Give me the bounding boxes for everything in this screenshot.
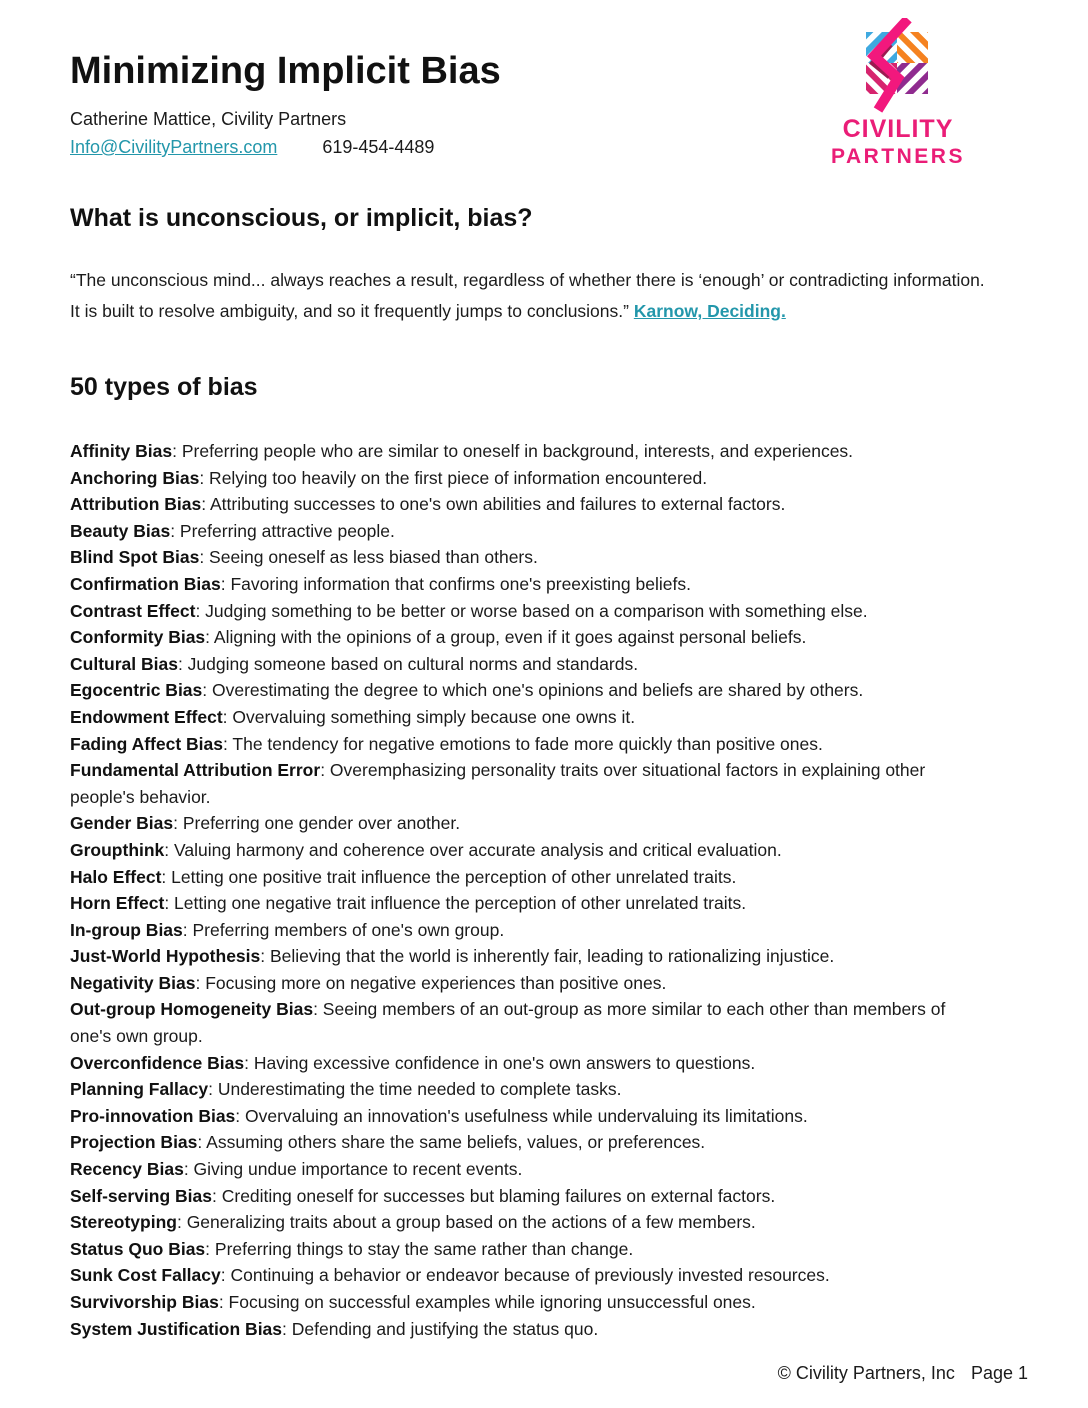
bias-term: Anchoring Bias bbox=[70, 467, 200, 488]
logo-mark-icon bbox=[828, 18, 968, 113]
bias-definition-item bbox=[70, 970, 990, 997]
bias-definition-text: : Having excessive confidence in one's own answers to questions. bbox=[244, 1052, 756, 1073]
bias-term: Halo Effect bbox=[70, 866, 162, 887]
footer-copyright: © Civility Partners, Inc bbox=[777, 1363, 955, 1383]
bias-definition-text: : Seeing members of an out-group as more similar to each other than members of one's own group. bbox=[70, 999, 946, 1047]
bias-definition-text: : Preferring things to stay the same rather than change. bbox=[205, 1238, 634, 1259]
bias-definition-text: : Letting one negative trait influence the perception of other unrelated traits. bbox=[164, 893, 747, 914]
bias-definition-item bbox=[70, 1209, 990, 1236]
bias-definition-item bbox=[70, 1156, 990, 1183]
bias-definition-text: : Valuing harmony and coherence over accurate analysis and critical evaluation. bbox=[164, 839, 782, 860]
bias-definition-text: : Overvaluing an innovation's usefulness while undervaluing its limitations. bbox=[235, 1105, 808, 1126]
bias-definition-item bbox=[70, 943, 990, 970]
bias-definition-item bbox=[70, 491, 990, 518]
quote-text: “The unconscious mind... always reaches a result, regardless of whether there is ‘enough’ or contradicting information. It is built to resolve ambiguity, and so it frequently jumps to conclusions.” bbox=[70, 270, 985, 321]
bias-definition-text: : Crediting oneself for successes but blaming failures on external factors. bbox=[212, 1185, 776, 1206]
bias-definition-item bbox=[70, 917, 990, 944]
bias-definition-item bbox=[70, 438, 990, 465]
bias-definition-text: : The tendency for negative emotions to fade more quickly than positive ones. bbox=[222, 733, 823, 754]
bias-term: Self-serving Bias bbox=[70, 1185, 212, 1206]
civility-partners-logo bbox=[826, 18, 970, 167]
bias-term: Recency Bias bbox=[70, 1159, 184, 1180]
bias-definition-text: : Defending and justifying the status quo. bbox=[282, 1318, 599, 1339]
bias-definition-item bbox=[70, 1076, 990, 1103]
page-footer bbox=[778, 1363, 1028, 1384]
bias-definition-text: : Assuming others share the same beliefs, values, or preferences. bbox=[197, 1132, 706, 1153]
bias-definition-item bbox=[70, 1103, 990, 1130]
bias-term: Fundamental Attribution Error bbox=[70, 760, 321, 781]
bias-definition-item bbox=[70, 864, 990, 891]
bias-definition-item bbox=[70, 571, 990, 598]
bias-term: Sunk Cost Fallacy bbox=[70, 1265, 221, 1286]
bias-definition-text: : Believing that the world is inherently fair, leading to rationalizing injustice. bbox=[260, 946, 835, 967]
bias-definition-item bbox=[70, 890, 990, 917]
bias-definition-item bbox=[70, 465, 990, 492]
bias-definition-text: : Giving undue importance to recent events. bbox=[183, 1159, 523, 1180]
bias-term: Stereotyping bbox=[70, 1212, 177, 1233]
bias-definition-text: : Judging someone based on cultural norms and standards. bbox=[177, 653, 639, 674]
bias-definition-text: : Preferring attractive people. bbox=[170, 520, 395, 541]
bias-term: Beauty Bias bbox=[70, 520, 171, 541]
bias-definition-text: : Relying too heavily on the first piece of information encountered. bbox=[199, 467, 708, 488]
bias-definition-text: : Overemphasizing personality traits over situational factors in explaining other people's behavior. bbox=[70, 760, 926, 807]
bias-definition-text: : Seeing oneself as less biased than others. bbox=[199, 547, 538, 568]
bias-definition-item bbox=[70, 704, 990, 731]
bias-term: System Justification Bias bbox=[70, 1318, 283, 1339]
bias-term: Projection Bias bbox=[70, 1132, 198, 1153]
bias-term: Attribution Bias bbox=[70, 494, 202, 515]
page-title: Minimizing Implicit Bias bbox=[70, 50, 501, 92]
bias-definition-text: : Preferring members of one's own group. bbox=[182, 919, 505, 940]
bias-term: Fading Affect Bias bbox=[70, 733, 223, 754]
bias-term: Out-group Homogeneity Bias bbox=[70, 999, 314, 1020]
bias-definition-item bbox=[70, 810, 990, 837]
bias-definition-item bbox=[70, 677, 990, 704]
bias-definition-item bbox=[70, 996, 990, 1049]
bias-definition-item bbox=[70, 731, 990, 758]
bias-definition-text: : Aligning with the opinions of a group, even if it goes against personal beliefs. bbox=[205, 627, 807, 648]
bias-definition-item bbox=[70, 1262, 990, 1289]
bias-term: Cultural Bias bbox=[70, 653, 178, 674]
karnow-deciding-link[interactable]: Karnow, Deciding. bbox=[633, 301, 786, 321]
bias-definition-item bbox=[70, 1316, 990, 1343]
bias-term: Conformity Bias bbox=[70, 627, 206, 648]
byline: Catherine Mattice, Civility Partners bbox=[70, 109, 347, 129]
bias-term: Confirmation Bias bbox=[70, 573, 221, 594]
bias-term: Affinity Bias bbox=[70, 441, 173, 461]
bias-definition-item bbox=[70, 837, 990, 864]
bias-term: Horn Effect bbox=[70, 893, 165, 914]
section-heading-50-types: 50 types of bias bbox=[70, 373, 258, 401]
bias-definition-text: : Overestimating the degree to which one's opinions and beliefs are shared by others. bbox=[202, 680, 864, 701]
bias-definition-item bbox=[70, 757, 990, 810]
bias-definition-item bbox=[70, 1236, 990, 1263]
bias-definition-item bbox=[70, 1289, 990, 1316]
bias-definition-item bbox=[70, 651, 990, 678]
footer-page-number: Page 1 bbox=[970, 1363, 1028, 1383]
logo-wordmark-partners: PARTNERS bbox=[831, 145, 965, 168]
bias-term: Gender Bias bbox=[70, 813, 174, 834]
bias-definition-item bbox=[70, 598, 990, 625]
email-link[interactable]: Info@CivilityPartners.com bbox=[70, 137, 278, 157]
bias-list bbox=[70, 438, 990, 1342]
bias-definition-item bbox=[70, 518, 990, 545]
bias-definition-item bbox=[70, 1050, 990, 1077]
bias-definition-text: : Attributing successes to one's own abilities and failures to external factors. bbox=[201, 494, 786, 515]
bias-definition-item bbox=[70, 1129, 990, 1156]
bias-definition-text: : Underestimating the time needed to complete tasks. bbox=[208, 1079, 622, 1100]
bias-term: Just-World Hypothesis bbox=[70, 946, 261, 967]
bias-term: Contrast Effect bbox=[70, 600, 196, 621]
bias-definition-text: : Generalizing traits about a group based on the actions of a few members. bbox=[176, 1212, 756, 1233]
bias-term: Status Quo Bias bbox=[70, 1238, 206, 1259]
bias-definition-text: : Continuing a behavior or endeavor because of previously invested resources. bbox=[220, 1265, 830, 1286]
bias-definition-text: : Overvaluing something simply because one owns it. bbox=[222, 706, 636, 727]
bias-term: Pro-innovation Bias bbox=[70, 1105, 236, 1126]
phone-number: 619-454-4489 bbox=[322, 137, 435, 157]
logo-wordmark-civility: CIVILITY bbox=[842, 115, 954, 143]
bias-term: In-group Bias bbox=[70, 919, 183, 940]
bias-term: Planning Fallacy bbox=[70, 1079, 209, 1100]
bias-term: Overconfidence Bias bbox=[70, 1052, 245, 1073]
bias-term: Groupthink bbox=[70, 839, 165, 860]
quote-paragraph bbox=[70, 265, 990, 327]
bias-definition-text: : Favoring information that confirms one's preexisting beliefs. bbox=[220, 573, 691, 594]
bias-definition-text: : Focusing more on negative experiences than positive ones. bbox=[195, 972, 667, 993]
bias-definition-item bbox=[70, 1183, 990, 1210]
bias-definition-item bbox=[70, 544, 990, 571]
bias-definition-text: : Letting one positive trait influence the perception of other unrelated traits. bbox=[161, 866, 737, 887]
section-heading-what-is-bias: What is unconscious, or implicit, bias? bbox=[70, 204, 533, 232]
bias-term: Endowment Effect bbox=[70, 706, 223, 727]
bias-term: Negativity Bias bbox=[70, 972, 196, 993]
bias-definition-text: : Preferring one gender over another. bbox=[173, 813, 461, 834]
bias-definition-text: : Focusing on successful examples while ignoring unsuccessful ones. bbox=[218, 1292, 756, 1312]
bias-definition-text: : Judging something to be better or worse based on a comparison with something else. bbox=[195, 600, 868, 621]
bias-definition-item bbox=[70, 624, 990, 651]
bias-term: Egocentric Bias bbox=[70, 680, 203, 701]
bias-definition-text: : Preferring people who are similar to oneself in background, interests, and experiences. bbox=[172, 441, 854, 461]
bias-term: Survivorship Bias bbox=[70, 1292, 219, 1312]
bias-term: Blind Spot Bias bbox=[70, 547, 200, 568]
